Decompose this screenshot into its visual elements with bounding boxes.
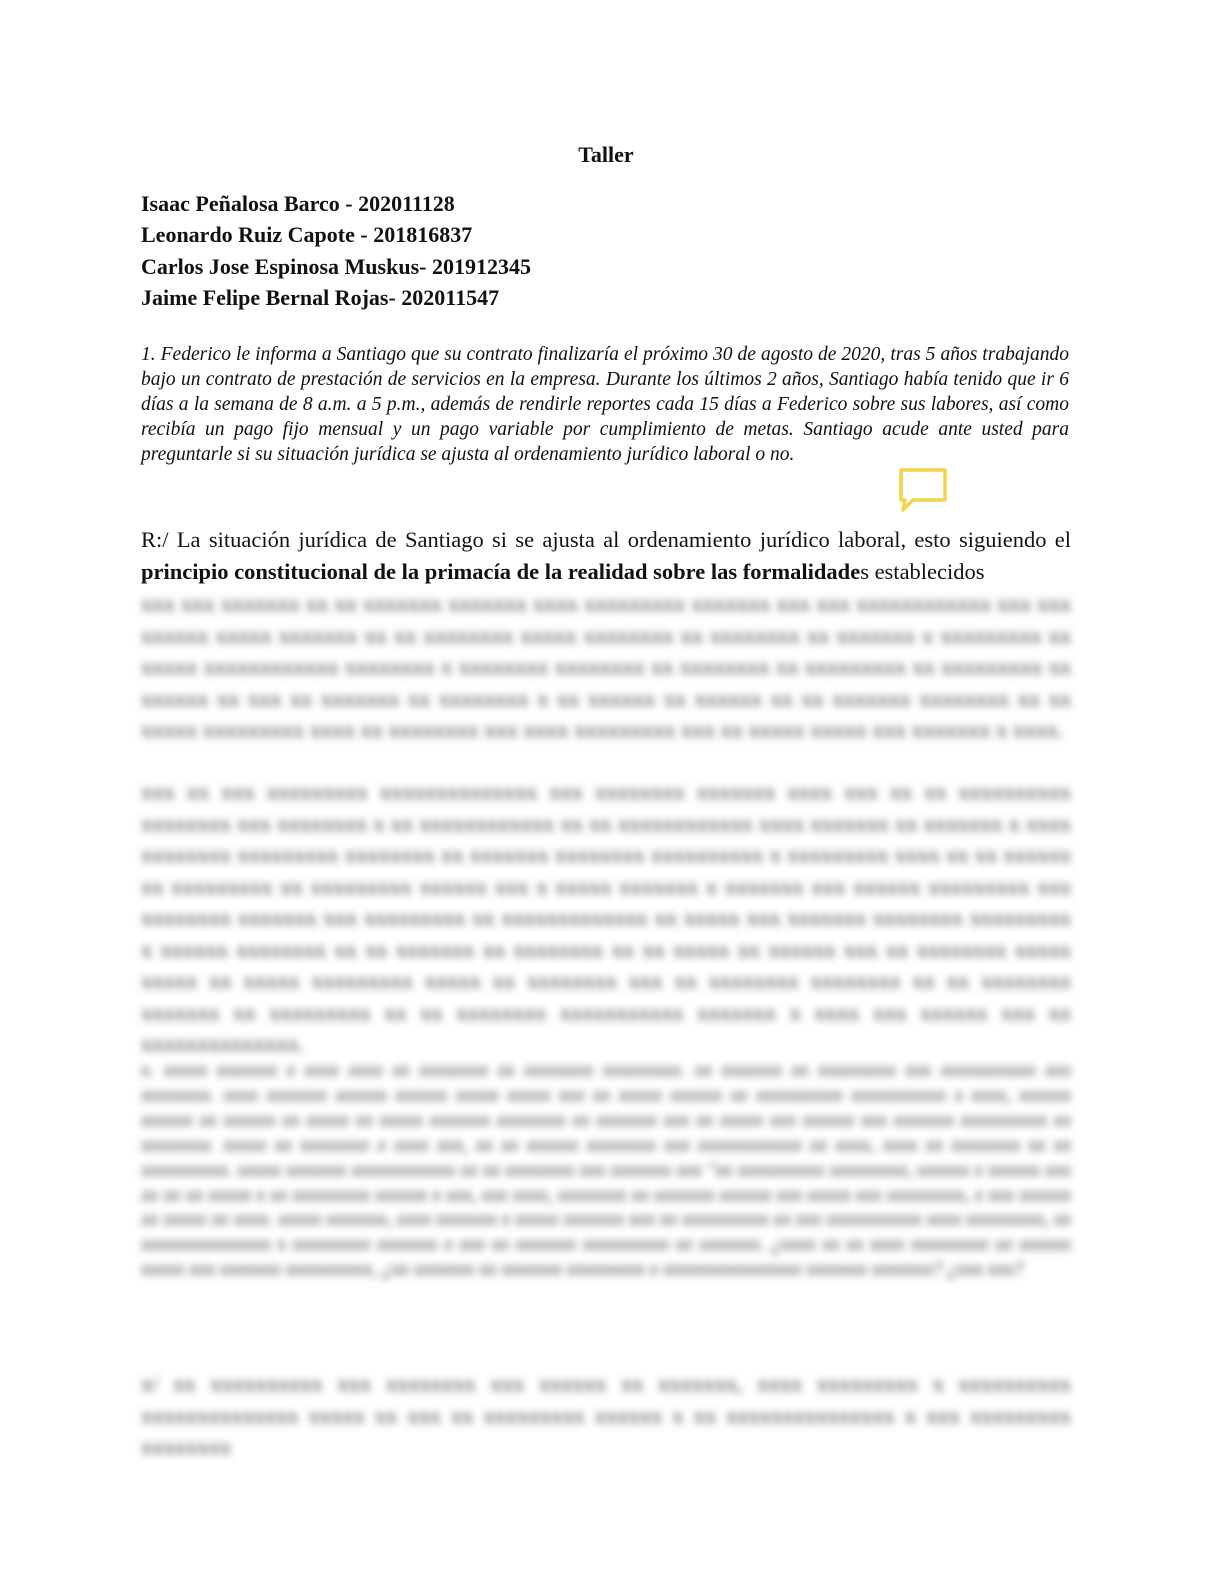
question-1: 1. Federico le informa a Santiago que su contrato finalizaría el próximo 30 de agosto de 2020, tras 5 años trabajando bajo un contrato de prestación de servicios en la empresa. Durante los últimos 2 años, Santiago había tenido que ir 6 días a la semana de 8 a.m. a 5 p.m., además de rendirle reportes cada 15 días a Federico sobre sus labores, así como recibía un pago fijo mensual y un pago variable por cumplimiento de metas. Santiago acude ante usted para preguntarle si su situación jurídica se ajusta al ordenamiento jurídico laboral o no. <box>141 344 1069 465</box>
author-item: Leonardo Ruiz Capote - 201816837 <box>141 222 473 248</box>
blurred-question: x. xxxxx xxxxxxx x xxxx xxxx xx xxxxxxxx xx xxxxxxxx xxxxxxxxx. xx xxxxxxx xx xxxxxxxxx xxx xxxxxxxxxxx xxx xxxxxxxx. xxxx xxxxxxx xxxxxx xxxxxx xxxxx xxxxx xxx xx xxxxx xxxxxx xx xxxxxxxxxx xxxxxxxxxxx x xxxx, xxxxxx xxxxxx xx xxxxxx xx xxxxx xx xxxxx xxxxxxx xxxxxxxx xx xxxxxxx xxx xx xxxxx xxx xxxxxx xxx xxxxxxx xxxxxxxxxx xx xxxxxxxx. xxxxx xx xxxxxxxx x xxxx xxx, xx xx xxxxxx xxxxxxxx xxx xxxxxxxxxxxx xx xxxx, xxxx xx xxxxxxxx xx xx xxxxxxxxxx. xxxxx xxxxxxx xxxxxxxxxxxx xx xx xxxxxxxx xxx xxxxxxx xxx "xx xxxxxxxxxx xxxxxxxxx, xxxxxx x xxxxxx xxx xx xx xx xxxxx x xx xxxxxxxxx xxxxxx x xxx, xxx xxxx, xxxxxxxx xx xxxxxxx xxxxxx xxx xxxxx xxx xxxxxxxxx, x xxx xxxxxx xx xxxxx xx xxxx. xxxxx xxxxxxx, xxxx xxxxxxx x xxxxx xxxxxxx xxx xx xxxxxxxxxx xx xxx xxxxxxxxxxx xxxx xxxxxxxxx, xx xxxxxxxxxxxxxxx x xxxxxxxxx xxxxxxx x xxx xx xxxxxxx xxxxxxxxxx xx xxxxxxx. ¿xxxx xx xx xxxx xxxxxxxxx xx xxxxxx xxxxx xxx xxxxxxx xxxxxxxxxx, ¿xx xxxxxxx xx xxxxxxx xxxxxxxxx x xxxxxxxxxxxxxxxx xxxxxxx xxxxxxx? ¿xxx xxx? <box>141 1060 1071 1281</box>
page-title: Taller <box>578 142 634 167</box>
answer-1-bold-principle: principio constitucional de la primacía de la realidad sobre las formalidade <box>141 558 861 584</box>
author-item: Isaac Peñalosa Barco - 202011128 <box>141 191 455 216</box>
blurred-paragraph: xxx xxx xxxxxxx xx xx xxxxxxx xxxxxxx xxxx xxxxxxxxx xxxxxxx xxx xxx xxxxxxxxxxxx xxx xxx xxxxxx xxxxx xxxxxxx xx xx xxxxxxxx xxxxx xxxxxxxx xx xxxxxxxx xx xxxxxxx x xxxxxxxxx xx xxxxx xxxxxxxxxxxx xxxxxxxx x xxxxxxxx xxxxxxxx xx xxxxxxxx xx xxxxxxxxx xx xxxxxxxxx xx xxxxxx xx xxx xx xxxxxxx xx xxxxxxxx x xx xxxxxx xx xxxxxx xx xx xxxxxxx xxxxxxxx xx xx xxxxx xxxxxxxxx xxxx xx xxxxxxxx xxx xxxx xxxxxxxxx xxx xx xxxxx xxxxx xxx xxxxxxx x xxxx. <box>141 591 1071 742</box>
answer-1-tail: s establecidos <box>860 558 985 584</box>
answer-1 <box>141 524 1071 587</box>
answer-1-intro: R:/ La situación jurídica de Santiago si se ajusta al ordenamiento jurídico laboral, esto siguiendo el <box>141 527 1071 552</box>
author-item: Jaime Felipe Bernal Rojas- 202011547 <box>141 284 500 310</box>
blurred-paragraph: x/ xx xxxxxxxxxx xxx xxxxxxxx xxx xxxxxx xx xxxxxxx, xxxx xxxxxxxxx x xxxxxxxxxx xxxxxxxxxxxxxx xxxxx xx xxx xx xxxxxxxxx xxxxxx x xx xxxxxxxxxxxxxxx x xxx xxxxxxxxx xxxxxxxx <box>141 1371 1071 1459</box>
speech-bubble-icon[interactable] <box>897 466 949 514</box>
blurred-paragraph: xxx xx xxx xxxxxxxxx xxxxxxxxxxxxxx xxx xxxxxxxx xxxxxxx xxxx xxx xx xx xxxxxxxxxx xxxxxxxx xxx xxxxxxxx x xx xxxxxxxxxxxx xx xx xxxxxxxxxxxx xxxx xxxxxxx xx xxxxxxx x xxxx xxxxxxxx xxxxxxxxx xxxxxxxx xx xxxxxxx xxxxxxxx xxxxxxxxxx x xxxxxxxxx xxxx xx xx xxxxxx xx xxxxxxxxx xx xxxxxxxxx xxxxxx xxx x xxxxx xxxxxxx x xxxxxxx xxx xxxxxx xxxxxxxxx xxx xxxxxxxx xxxxxxx xxx xxxxxxxxx xx xxxxxxxxxxxxx xx xxxxx xxx xxxxxxx xxxxxxxx xxxxxxxxx x xxxxxx xxxxxxxx xx xx xxxxxxx xx xxxxxxxx xx xx xxxxx xx xxxxxx xxx xx xxxxxxxx xxxxx xxxxx xx xxxxx xxxxxxxxx xxxxx xx xxxxxxxx xxx xx xxxxxxxx xxxxxxxx xx xx xxxxxxxx xxxxxxx xx xxxxxxxxx xx xx xxxxxxxx xxxxxxxxxxx xxxxxxx x xxxx xxx xxxxxx xxx xx xxxxxxxxxxxxxx. <box>141 779 1071 1056</box>
author-list <box>141 188 1081 313</box>
author-item: Carlos Jose Espinosa Muskus- 201912345 <box>141 253 531 279</box>
